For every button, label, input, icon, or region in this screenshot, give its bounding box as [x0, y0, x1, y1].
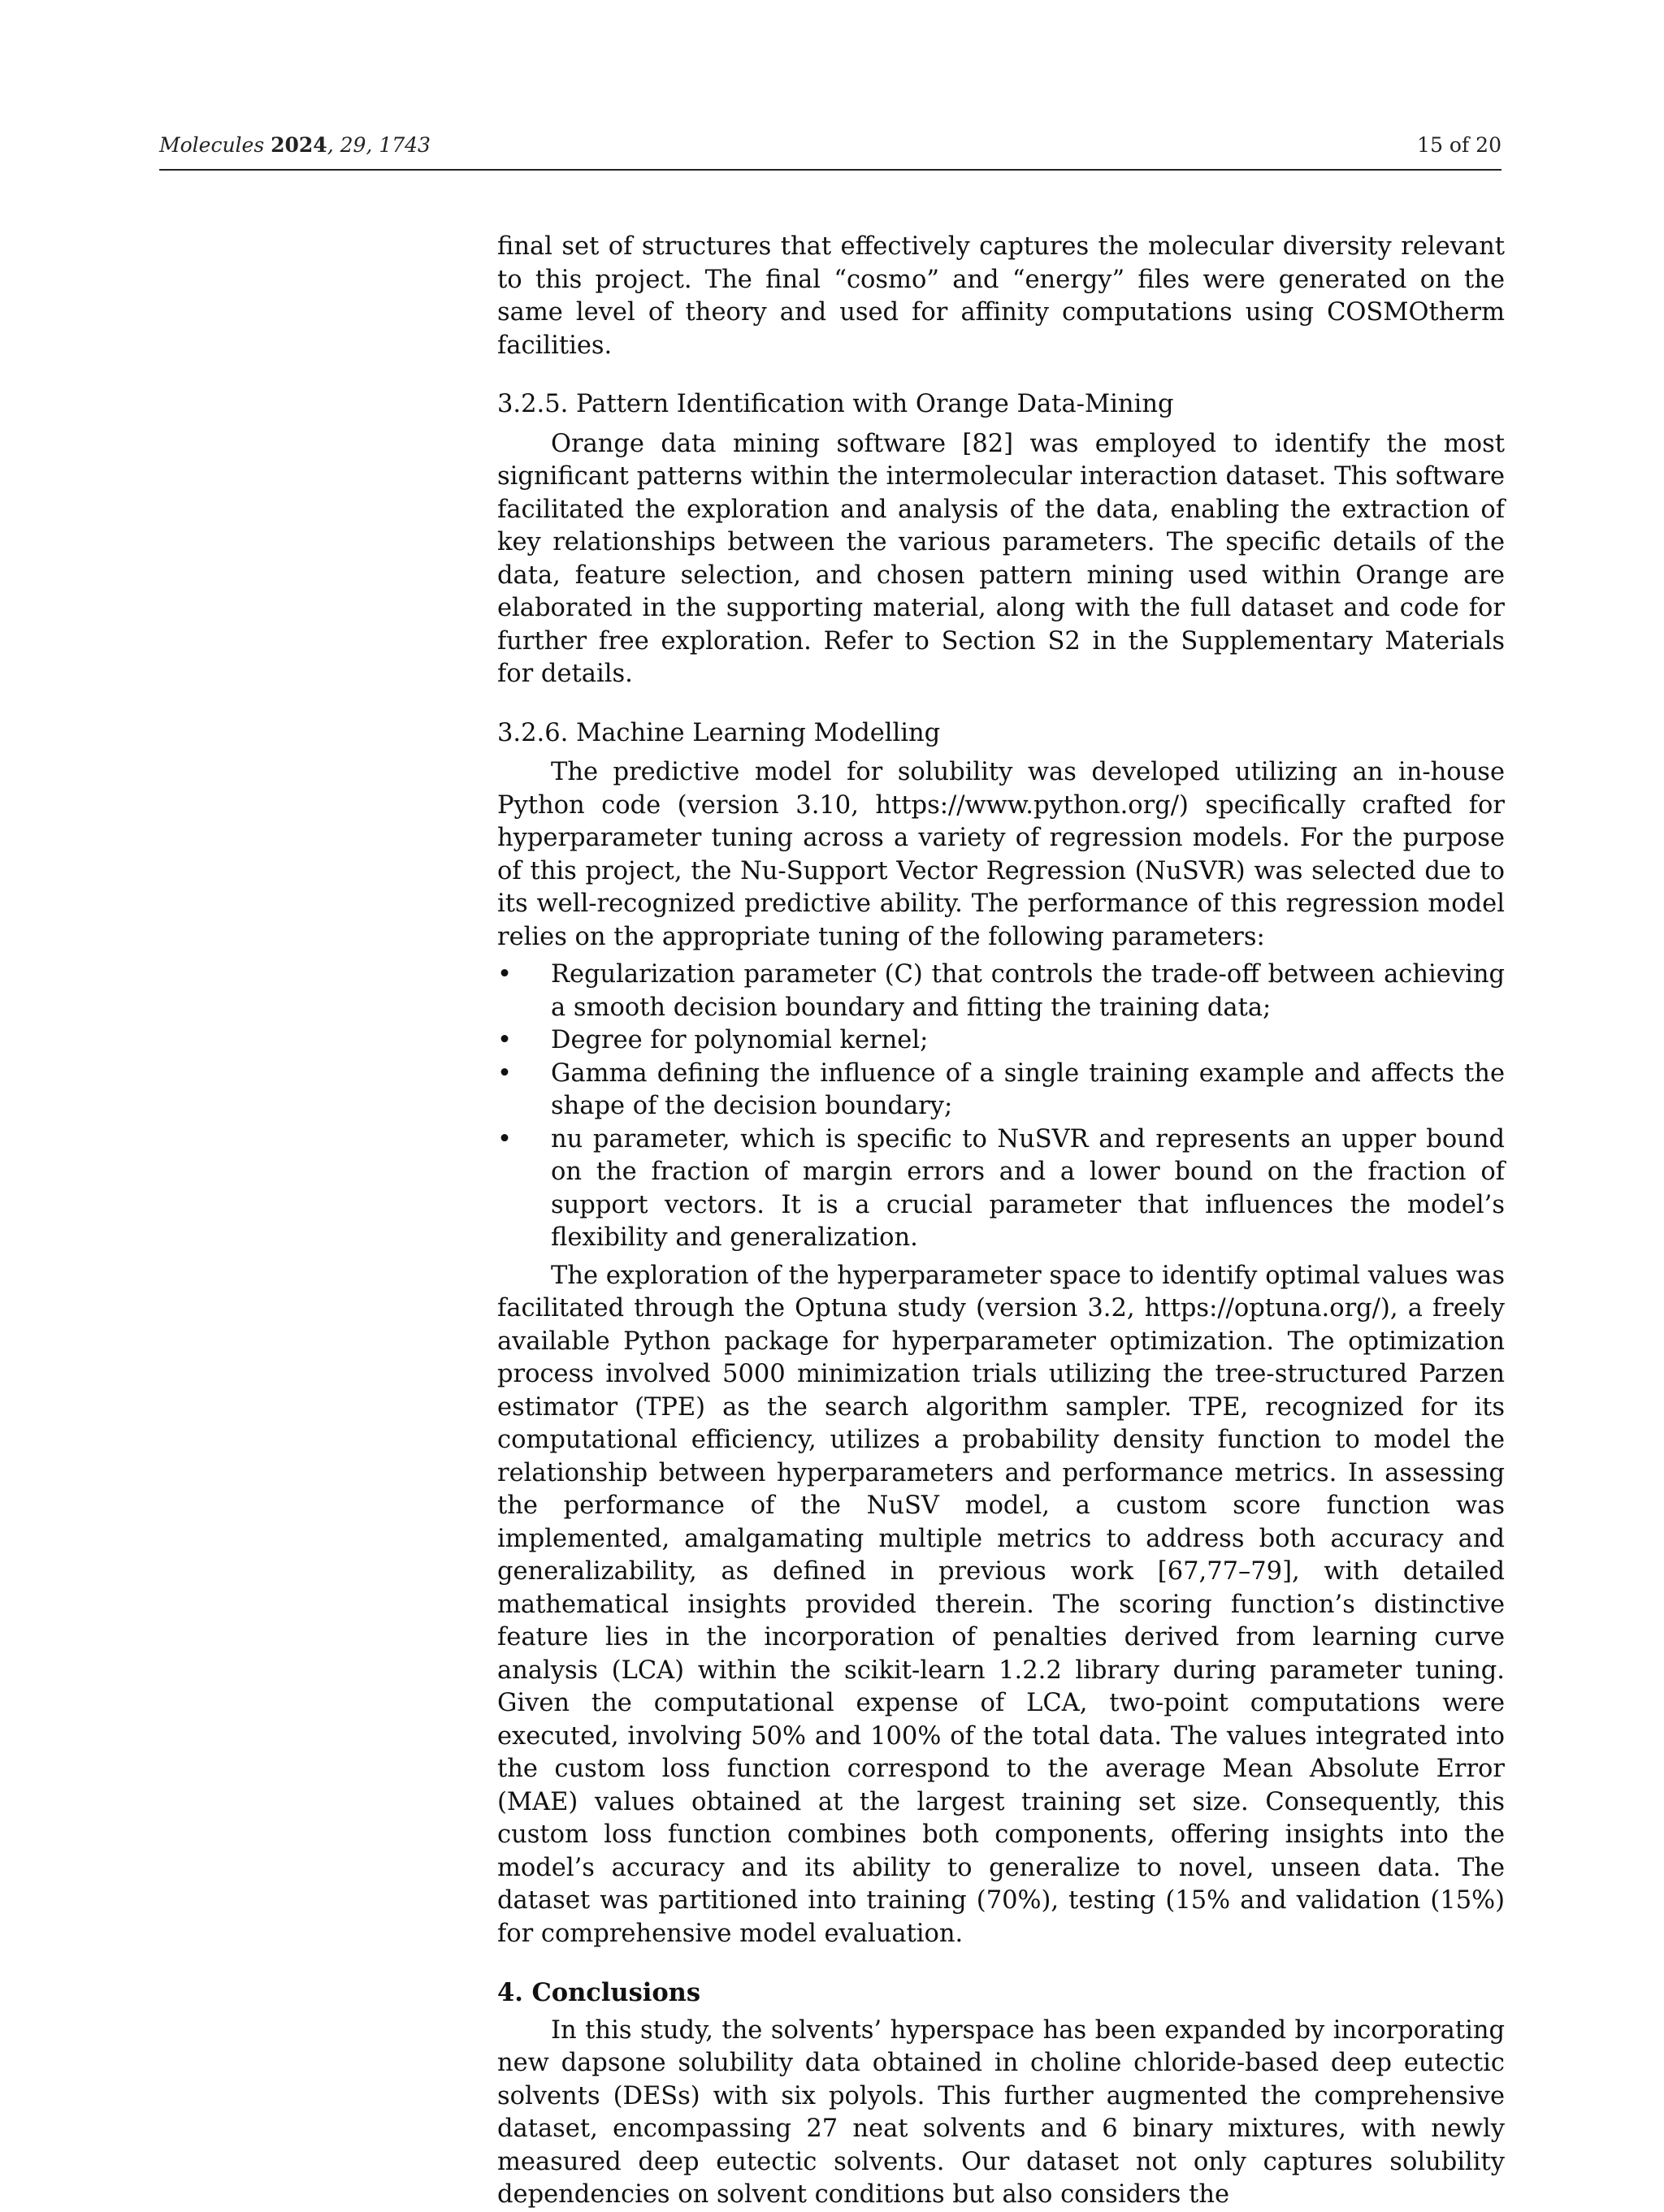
running-header	[159, 128, 1502, 169]
parameter-list	[497, 959, 1505, 1255]
paragraph-optuna: The exploration of the hyperparameter space to identify optimal values was facilitated through the Optuna study (version 3.2, https://optuna.org/), a freely available Python package for hyperparameter optimization. The optimization process involved 5000 minimization trials utilizing the tree-structured Parzen estimator (TPE) as the search algorithm sampler. TPE, recognized for its computational efficiency, utilizes a probability density function to model the relationship between hyperparameters and performance metrics. In assessing the performance of the NuSV model, a custom score function was implemented, amalgamating multiple metrics to address both accuracy and generalizability, as defined in previous work [67,77–79], with detailed mathematical insights provided therein. The scoring function’s distinctive feature lies in the incorporation of penalties derived from learning curve analysis (LCA) within the scikit-learn 1.2.2 library during parameter tuning. Given the computational expense of LCA, two-point computations were executed, involving 50% and 100% of the total data. The values integrated into the custom loss function correspond to the average Mean Absolute Error (MAE) values obtained at the largest training set size. Consequently, this custom loss function combines both components, offering insights into the model’s accuracy and its ability to generalize to novel, unseen data. The dataset was partitioned into training (70%), testing (15% and validation (15%) for comprehensive model evaluation.	[497, 1261, 1505, 1948]
list-item-text: Regularization parameter (C) that controls the trade-off between achieving a smooth decision boundary and fitting the training data;	[551, 960, 1505, 1022]
header-rule	[159, 169, 1502, 171]
bullet-icon: •	[497, 1026, 512, 1054]
list-item	[497, 959, 1505, 1024]
bullet-icon: •	[497, 1124, 512, 1154]
bullet-icon: •	[497, 1058, 512, 1088]
journal-year: 2024	[271, 133, 327, 157]
list-item	[497, 1058, 1505, 1123]
paragraph-ml-model: The predictive model for solubility was developed utilizing an in-house Python code (version 3.10, https://www.python.org/) specifically crafted for hyperparameter tuning across a variety of regression models. For the purpose of this project, the Nu-Support Vector Regression (NuSVR) was selected due to its well-recognized predictive ability. The performance of this regression model relies on the appropriate tuning of the following parameters:	[497, 758, 1505, 951]
paragraph-intro: final set of structures that effectively captures the molecular diversity relevant to this project. The final “cosmo” and “energy” files were generated on the same level of theory and used for affinity computations using COSMOtherm facilities.	[497, 232, 1505, 360]
bullet-icon: •	[497, 960, 512, 989]
section-heading-conclusions: 4. Conclusions	[497, 1978, 701, 2007]
page-number: 15 of 20	[1417, 133, 1502, 157]
main-content	[497, 231, 1505, 2212]
list-item-text: nu parameter, which is specific to NuSVR and represents an upper bound on the fraction of margin errors and a lower bound on the fraction of support vectors. It is a crucial parameter that influences the model’s flexibility and generalization.	[551, 1124, 1505, 1252]
list-item	[497, 1123, 1505, 1255]
list-item-text: Gamma defining the influence of a single training example and affects the shape of the decision boundary;	[551, 1058, 1505, 1120]
list-item-text: Degree for polynomial kernel;	[551, 1026, 929, 1054]
paragraph-orange: Orange data mining software [82] was employed to identify the most significant patterns within the intermolecular interaction dataset. This software facilitated the exploration and analysis of the data, enabling the extraction of key relationships between the various parameters. The specific details of the data, feature selection, and chosen pattern mining used within Orange are elaborated in the supporting material, along with the full dataset and code for further free exploration. Refer to Section S2 in the Supplementary Materials for details.	[497, 429, 1505, 688]
section-heading-3-2-5: 3.2.5. Pattern Identification with Orange Data-Mining	[497, 390, 1174, 418]
paragraph-conclusions: In this study, the solvents’ hyperspace has been expanded by incorporating new dapsone solubility data obtained in choline chloride-based deep eutectic solvents (DESs) with six polyols. This further augmented the comprehensive dataset, encompassing 27 neat solvents and 6 binary mixtures, with newly measured deep eutectic solvents. Our dataset not only captures solubility dependencies on solvent conditions but also considers the	[497, 2015, 1505, 2209]
list-item	[497, 1024, 1505, 1058]
section-heading-3-2-6: 3.2.6. Machine Learning Modelling	[497, 718, 941, 747]
journal-name: Molecules	[159, 133, 265, 157]
journal-citation	[159, 133, 431, 157]
journal-volume-article: , 29, 1743	[327, 133, 431, 157]
